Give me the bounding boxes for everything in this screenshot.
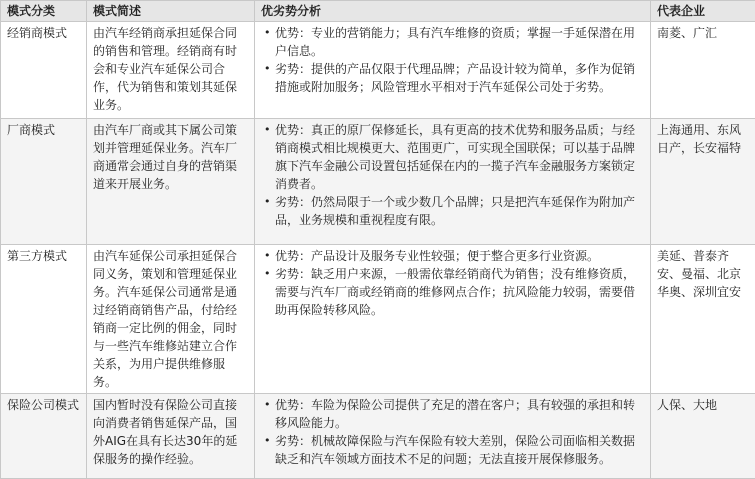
bullet-icon: • (264, 121, 271, 139)
table-row-third-party (1, 245, 755, 394)
pros-text: 优势：真正的原厂保修延长，具有更高的技术优势和服务品质；与经销商模式相比规模更大、范围更广，可实现全国联保；可以基于品牌旗下汽车金融公司设置包括延保在内的一揽子汽车金融服务方案锁定消费者。 (275, 123, 635, 191)
header-companies: 代表企业 (651, 1, 755, 22)
table-row-insurer (1, 394, 755, 479)
pros-text: 优势：产品设计及服务专业性较强；便于整合更多行业资源。 (275, 249, 599, 263)
pros-item (275, 247, 644, 265)
pros-item (275, 396, 644, 432)
row-analysis (255, 394, 651, 479)
row-summary: 由汽车厂商或其下属公司策划并管理延保业务。汽车厂商通常会通过自身的营销渠道来开展业务。 (87, 119, 255, 245)
bullet-icon: • (264, 24, 271, 42)
cons-text: 劣势：缺乏用户来源，一般需依靠经销商代为销售；没有维修资质，需要与汽车厂商或经销商的维修网点合作；抗风险能力较弱，需要借助再保险转移风险。 (275, 267, 635, 317)
pros-item (275, 121, 644, 193)
row-companies: 上海通用、东风日产，长安福特 (651, 119, 755, 245)
cons-item (275, 265, 644, 319)
bullet-icon: • (264, 193, 271, 211)
cons-item (275, 432, 644, 468)
row-companies: 美延、普泰齐安、曼福、北京华奥、深圳宜安 (651, 245, 755, 394)
cons-text: 劣势：机械故障保险与汽车保险有较大差别，保险公司面临相关数据缺乏和汽车领域方面技术不足的问题；无法直接开展保修服务。 (275, 434, 635, 466)
cons-text: 劣势：仍然局限于一个或少数几个品牌；只是把汽车延保作为附加产品，业务规模和重视程度有限。 (275, 195, 635, 227)
row-category: 保险公司模式 (1, 394, 87, 479)
header-row (1, 1, 755, 22)
pros-text: 优势：车险为保险公司提供了充足的潜在客户；具有较强的承担和转移风险能力。 (275, 398, 635, 430)
row-analysis (255, 119, 651, 245)
row-analysis (255, 245, 651, 394)
row-category: 厂商模式 (1, 119, 87, 245)
bullet-icon: • (264, 265, 271, 283)
row-summary: 由汽车延保公司承担延保合同义务，策划和管理延保业务。汽车延保公司通常是通过经销商销售产品，付给经销商一定比例的佣金，同时与一些汽车维修站建立合作关系，为用户提供维修服务。 (87, 245, 255, 394)
bullet-icon: • (264, 60, 271, 78)
bullet-icon: • (264, 247, 271, 265)
row-analysis (255, 22, 651, 119)
cons-text: 劣势：提供的产品仅限于代理品牌；产品设计较为简单，多作为促销措施或附加服务；风险管理水平相对于汽车延保公司处于劣势。 (275, 62, 635, 94)
table-row-dealer (1, 22, 755, 119)
row-companies: 南菱、广汇 (651, 22, 755, 119)
row-category: 第三方模式 (1, 245, 87, 394)
row-category: 经销商模式 (1, 22, 87, 119)
header-analysis: 优劣势分析 (255, 1, 651, 22)
row-summary: 国内暂时没有保险公司直接向消费者销售延保产品，国外AIG在具有长达30年的延保服务的操作经验。 (87, 394, 255, 479)
table-row-manufacturer (1, 119, 755, 245)
bullet-icon: • (264, 432, 271, 450)
header-category: 模式分类 (1, 1, 87, 22)
bullet-icon: • (264, 396, 271, 414)
row-companies: 人保、大地 (651, 394, 755, 479)
row-summary: 由汽车经销商承担延保合同的销售和管理。经销商有时会和专业汽车延保公司合作，代为销售和策划其延保业务。 (87, 22, 255, 119)
cons-item (275, 60, 644, 96)
header-summary: 模式简述 (87, 1, 255, 22)
pros-item (275, 24, 644, 60)
pros-text: 优势：专业的营销能力；具有汽车维修的资质；掌握一手延保潜在用户信息。 (275, 26, 635, 58)
cons-item (275, 193, 644, 229)
